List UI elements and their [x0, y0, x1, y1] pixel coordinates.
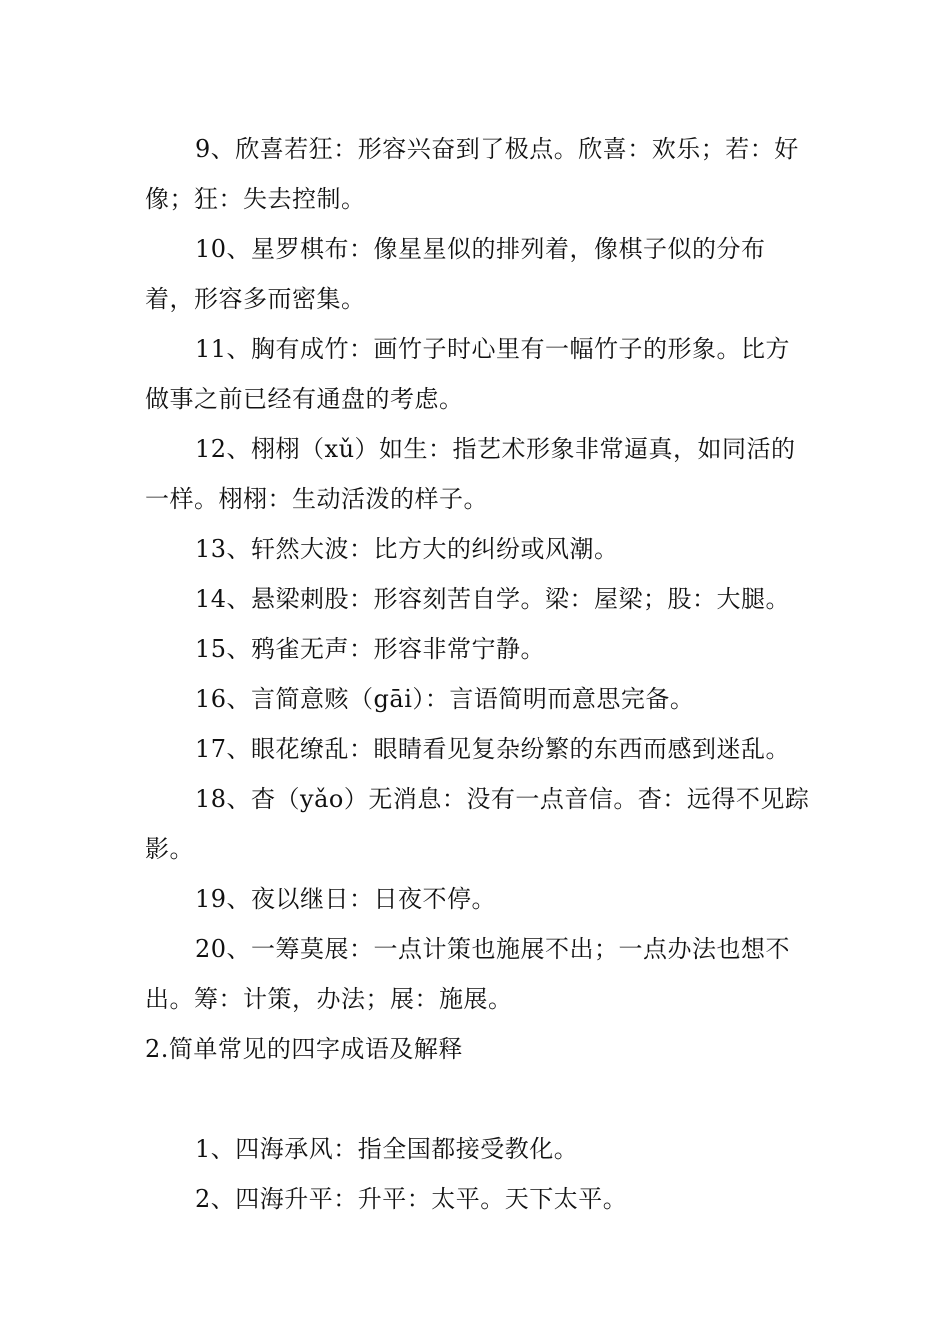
- idiom-entry-19: 19、夜以继日：日夜不停。: [195, 885, 497, 913]
- four-char-idiom-entry-1: 1、四海承风：指全国都接受教化。: [195, 1135, 579, 1163]
- idiom-entry-14: 14、悬梁刺股：形容刻苦自学。梁：屋梁；股：大腿。: [195, 585, 791, 613]
- idiom-entry-11: 11、胸有成竹：画竹子时心里有一幅竹子的形象。比方做事之前已经有通盘的考虑。: [145, 335, 791, 413]
- idiom-entry-10: 10、星罗棋布：像星星似的排列着，像棋子似的分布着，形容多而密集。: [145, 235, 766, 313]
- idiom-entry-18: 18、杳（yǎo）无消息：没有一点音信。杳：远得不见踪影。: [145, 785, 810, 863]
- idiom-entry-12: 12、栩栩（xǔ）如生：指艺术形象非常逼真，如同活的一样。栩栩：生动活泼的样子。: [145, 435, 796, 513]
- idiom-entry-15: 15、鸦雀无声：形容非常宁静。: [195, 635, 546, 663]
- four-char-idiom-entry-2: 2、四海升平：升平：太平。天下太平。: [195, 1185, 628, 1213]
- idiom-entry-13: 13、轩然大波：比方大的纠纷或风潮。: [195, 535, 619, 563]
- idiom-entry-20: 20、一筹莫展：一点计策也施展不出；一点办法也想不出。筹：计策，办法；展：施展。: [145, 935, 791, 1013]
- idiom-entry-9: 9、欣喜若狂：形容兴奋到了极点。欣喜：欢乐；若：好像；狂：失去控制。: [145, 135, 799, 213]
- idiom-entry-16: 16、言简意赅（gāi）：言语简明而意思完备。: [195, 685, 695, 713]
- document-page: [145, 124, 810, 1224]
- section-heading: 2.简单常见的四字成语及解释: [145, 1035, 463, 1063]
- idiom-entry-17: 17、眼花缭乱：眼睛看见复杂纷繁的东西而感到迷乱。: [195, 735, 791, 763]
- section-spacer: [145, 1074, 810, 1124]
